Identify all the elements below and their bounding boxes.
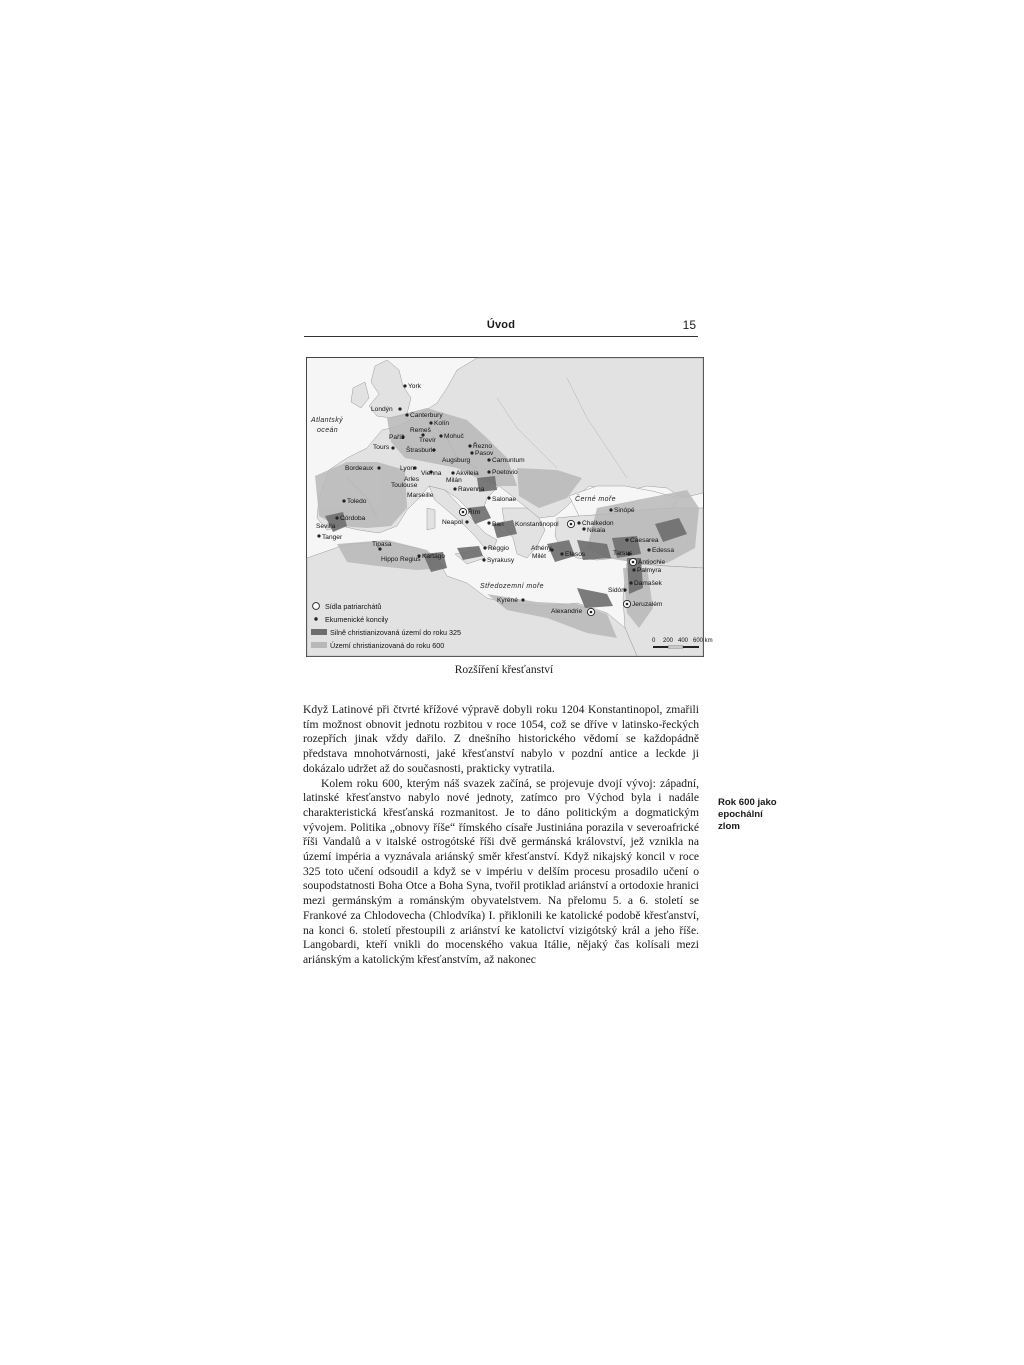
dot-canterbury (405, 413, 408, 416)
label-toledo: Toledo (347, 498, 367, 505)
running-header (304, 318, 698, 337)
label-palmyra: Palmyra (637, 567, 662, 574)
dot-sinope (609, 508, 612, 511)
dot-bordeaux (377, 466, 380, 469)
label-damasek: Damašek (634, 580, 662, 587)
label-mohuc: Mohuč (444, 433, 464, 440)
dot-palmyra (632, 568, 635, 571)
label-remes: Remeš (410, 427, 431, 434)
page-number: 15 (682, 318, 696, 332)
dot-tanger (317, 534, 320, 537)
dot-bari (487, 521, 490, 524)
scale-segment (668, 646, 683, 648)
label-tanger: Tanger (322, 534, 343, 541)
label-rim: Řím (468, 509, 481, 516)
label-kyrene: Kyréné (497, 597, 518, 604)
label-alexandrie: Alexandrie (551, 608, 583, 615)
label-toulouse: Toulouse (391, 482, 418, 489)
margin-note-line-1: Rok 600 jako (718, 797, 777, 808)
scale-200: 200 (663, 638, 674, 644)
label-marseille: Marseille (407, 492, 434, 499)
scale-600: 600 km (693, 638, 713, 644)
label-tours: Tours (373, 444, 390, 451)
dot-neapol (465, 520, 468, 523)
label-york: York (408, 383, 421, 390)
label-lyon: Lyon (400, 465, 415, 472)
dot-poetovio (487, 470, 490, 473)
label-efesos: Efesos (565, 551, 586, 558)
label-augsburg: Augsburg (442, 457, 471, 464)
patriarch-center-jeruzalem (626, 603, 629, 606)
label-strasburk: Štrasburk (406, 447, 435, 454)
dot-efesos (560, 552, 563, 555)
dot-cordoba (335, 516, 338, 519)
patriarch-center-konstantinopol (570, 523, 573, 526)
label-syrakusy: Syrakusy (487, 557, 515, 564)
label-hippo: Hippo Regius (381, 556, 421, 563)
dot-salonae (487, 496, 490, 499)
dot-kolin (429, 421, 432, 424)
map-svg (307, 358, 713, 656)
legend-strong-swatch (311, 629, 327, 635)
sea-label-black: Černé moře (575, 496, 616, 503)
label-poetovio: Poetovio (492, 469, 518, 476)
label-carnuntum: Carnuntum (492, 457, 525, 464)
dot-york (403, 384, 406, 387)
label-milan: Milán (446, 477, 462, 484)
label-bari: Bari (492, 521, 504, 528)
label-tarsus: Tarsus (613, 550, 633, 557)
label-antiochie: Antiochie (638, 559, 666, 566)
label-sidon: Sidón (608, 587, 625, 594)
legend-councils: Ekumenické koncily (325, 615, 389, 624)
patriarch-center-antiochie (632, 561, 635, 564)
dot-caesarea (625, 538, 628, 541)
dot-akvileia (451, 471, 454, 474)
sea-label-atlantic-1: Atlantský (311, 417, 343, 424)
dot-mohuc (439, 434, 442, 437)
christianity-map (306, 357, 713, 657)
dot-tours (391, 446, 394, 449)
label-reggio: Reggio (488, 545, 509, 552)
label-nikaia: Nikaia (587, 527, 606, 534)
dot-syrakusy (482, 558, 485, 561)
label-kartago: Kartágo (422, 553, 446, 560)
label-kolin: Kolín (434, 420, 450, 427)
label-edessa: Edessa (652, 547, 674, 554)
sea-label-mediterranean: Středozemní moře (480, 583, 544, 590)
label-jeruzalem: Jeruzalém (632, 601, 663, 608)
label-sinope: Sinópé (614, 507, 635, 514)
label-chalkedon: Chalkedon (582, 520, 614, 527)
dot-reggio (483, 546, 486, 549)
label-caesarea: Caesarea (630, 537, 659, 544)
label-trevir: Trevír (419, 437, 436, 444)
patriarch-center-alexandrie (590, 611, 593, 614)
label-athery: Athény (531, 545, 552, 552)
dot-chalkedon (577, 521, 580, 524)
legend-council-symbol (314, 617, 317, 620)
dot-ravenna (453, 487, 456, 490)
label-pasov: Pasov (475, 450, 494, 457)
label-cordoba: Córdoba (340, 515, 366, 522)
label-canterbury: Canterbury (410, 412, 443, 419)
label-sevilla: Sevilla (316, 523, 336, 530)
label-milet: Milét (532, 553, 546, 560)
dot-kyrene (521, 598, 524, 601)
label-bordeaux: Bordeaux (345, 465, 374, 472)
dot-londyn (398, 407, 401, 410)
label-tipasa: Tipasa (372, 541, 392, 548)
paragraph-2: Kolem roku 600, kterým náš svazek začíná, se projevuje dvojí vývoj: západní, latinské křesťanstvo nabylo nové jednoty, zatímco pro Východ byla i nadále charakteristická křesťanská rozmanitost. Je to dáno politickým a dogmatickým vývojem. Politika „obnovy říše“ římského císaře Justiniána porazila v severoafrické říši Vandalů a v italské ostrogótské říši dvě germánská království, jež vznikla na území impéria a vyznávala ariánský směr křesťanství. Když nikajský koncil v roce 325 toto učení odsoudil a když se v impériu v delším procesu prosadilo učení o soupodstatnosti Boha Otce a Boha Syna, tvořil protiklad ariánství a ortodoxie hranici mezi germánským a románským obyvatelstvem. Na přelomu 5. a 6. století se Frankové za Chlodovecha (Chlodvíka) I. přiklonili ke katolické podobě křesťanství, na konci 6. století přestoupili z ariánství ke katolictví vizigótský král a jeho říše. Langobardi, kteří vnikli do mocenského vakua Itálie, nějaký čas kolísali mezi ariánským a katolickým křesťanstvím, až nakonec (303, 776, 699, 966)
figure-caption: Rozšíření křesťanství (454, 664, 554, 676)
legend-later: Území christianizovaná do roku 600 (330, 641, 445, 650)
label-arles: Arles (404, 476, 420, 483)
margin-note-line-2: epochální (718, 808, 763, 820)
label-rezno: Řezno (473, 443, 493, 450)
margin-note (718, 797, 798, 832)
scale-400: 400 (678, 638, 689, 644)
margin-note-line-3: zlom (718, 820, 740, 832)
dot-toledo (342, 499, 345, 502)
sea-label-atlantic-2: oceán (317, 427, 339, 434)
body-text (303, 703, 699, 968)
legend-strong: Silně christianizovaná území do roku 325 (330, 628, 462, 637)
legend-patriarchs: Sídla patriarchátů (325, 602, 382, 611)
legend-patriarch-symbol (313, 603, 320, 610)
label-londyn: Londýn (371, 406, 393, 413)
label-konstantinopol: Konstantinopol (515, 521, 559, 528)
paragraph-1: Když Latinové při čtvrté křížové výpravě dobyli roku 1204 Konstantinopol, zmařili tím možnost obnovit jednotu rozbitou v roce 1054, což se dříve v latinsko-řeckých rozepřích jinak vždy dařilo. Z dnešního historického vědomí se každopádně představa mnohotvárnosti, jaké křesťanství nabylo v pozdní antice a leckde ji dokázalo udržet až do současnosti, prakticky vytratila. (303, 703, 699, 775)
dot-nikaia (582, 527, 585, 530)
label-akvileia: Akvileia (456, 470, 479, 477)
legend-later-swatch (311, 642, 327, 648)
label-vienna: Vienna (421, 470, 442, 477)
label-salonae: Salonae (492, 496, 517, 503)
dot-pasov (470, 451, 473, 454)
label-neapol: Neapol (442, 519, 463, 526)
dot-damasek (629, 581, 632, 584)
chapter-title: Úvod (486, 319, 516, 331)
dot-rezno (468, 444, 471, 447)
label-pariz: Paříž (389, 434, 405, 441)
label-ravenna: Ravenna (458, 486, 485, 493)
patriarch-center-rim (462, 511, 465, 514)
scale-0: 0 (652, 638, 656, 644)
dot-edessa (647, 548, 650, 551)
dot-carnuntum (487, 458, 490, 461)
